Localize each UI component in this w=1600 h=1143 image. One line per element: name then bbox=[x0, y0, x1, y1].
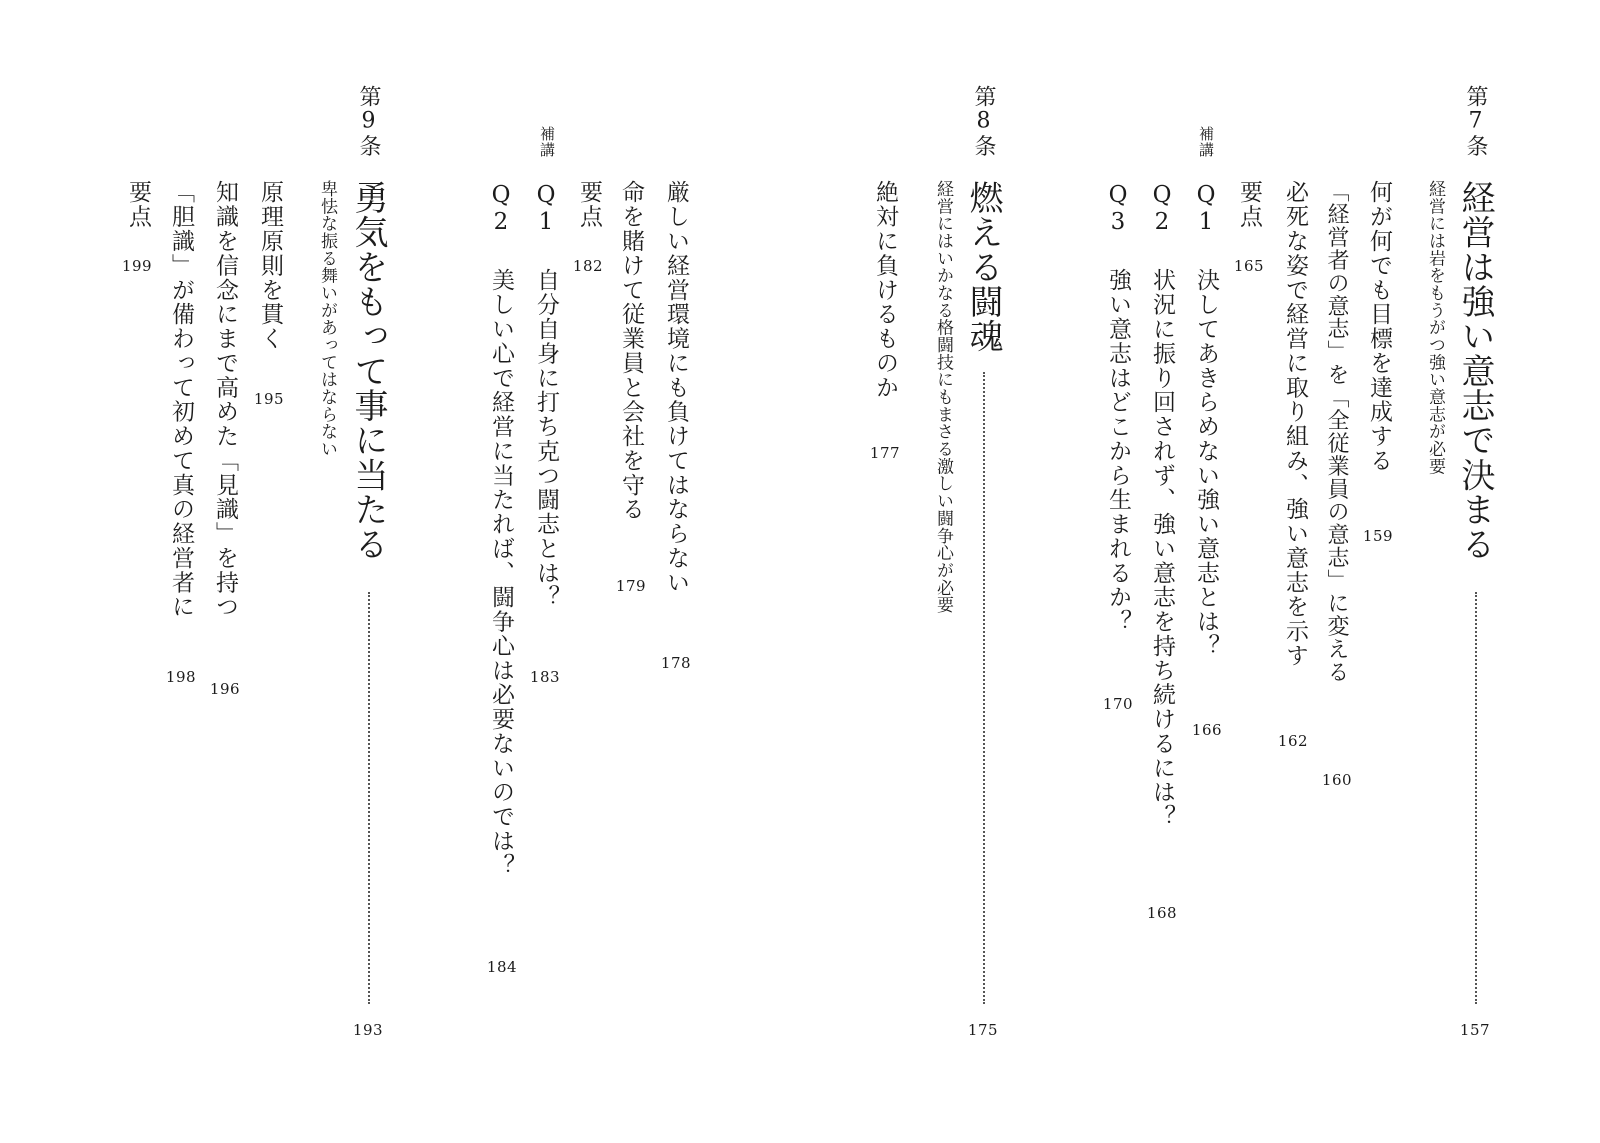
ch9-item-3[interactable]: 「胆識」が備わって初めて真の経営者に bbox=[168, 180, 194, 619]
ch8-item-3-page: 179 bbox=[615, 577, 647, 595]
ch8-q1-page: 183 bbox=[529, 668, 561, 686]
ch8-item-2[interactable]: 厳しい経営環境にも負けてはならない bbox=[663, 180, 689, 595]
chapter-7-title[interactable]: 経営は強い意志で決まる bbox=[1455, 180, 1495, 562]
ch9-item-2[interactable]: 知識を信念にまで高めた「見識」を持つ bbox=[212, 180, 238, 619]
ch8-q2-page: 184 bbox=[486, 958, 518, 976]
ch7-q2-page: 168 bbox=[1146, 904, 1178, 922]
ch7-q3-label: Q3 bbox=[1105, 182, 1131, 236]
ch9-item-2-page: 196 bbox=[209, 680, 241, 698]
chapter-8-title[interactable]: 燃える闘魂 bbox=[963, 180, 1003, 354]
chapter-9-leader-dots bbox=[368, 592, 370, 1004]
ch7-q1[interactable]: 決してあきらめない強い意志とは？ bbox=[1193, 268, 1219, 659]
chapter-8-leader-dots bbox=[983, 372, 985, 1004]
ch9-summary[interactable]: 要点 bbox=[125, 180, 151, 229]
ch8-item-1-page: 177 bbox=[869, 444, 901, 462]
ch7-item-2[interactable]: 「経営者の意志」を「全従業員の意志」に変える bbox=[1324, 180, 1349, 684]
chapter-7-leader-dots bbox=[1475, 592, 1477, 1004]
ch7-item-3-page: 162 bbox=[1277, 732, 1309, 750]
ch8-q2[interactable]: 美しい心で経営に当たれば、闘争心は必要ないのでは？ bbox=[488, 268, 514, 878]
ch7-q3[interactable]: 強い意志はどこから生まれるか？ bbox=[1105, 268, 1131, 634]
ch8-q2-label: Q2 bbox=[488, 182, 514, 236]
ch7-summary-page: 165 bbox=[1233, 257, 1265, 275]
ch8-item-3[interactable]: 命を賭けて従業員と会社を守る bbox=[618, 180, 644, 522]
chapter-8-subtitle: 経営にはいかなる格闘技にもまさる激しい闘争心が必要 bbox=[933, 180, 953, 614]
chapter-7-label: 第7条 bbox=[1463, 85, 1488, 158]
ch7-item-3[interactable]: 必死な姿で経営に取り組み、強い意志を示す bbox=[1282, 180, 1308, 668]
ch8-supplement-label: 補講 bbox=[538, 126, 556, 158]
chapter-9-subtitle: 卑怯な振る舞いがあってはならない bbox=[317, 180, 337, 458]
chapter-8-page: 175 bbox=[967, 1021, 999, 1039]
ch7-supplement-label: 補講 bbox=[1197, 126, 1215, 158]
chapter-9-page: 193 bbox=[352, 1021, 384, 1039]
ch7-q3-page: 170 bbox=[1102, 695, 1134, 713]
ch7-q1-page: 166 bbox=[1191, 721, 1223, 739]
chapter-8-label: 第8条 bbox=[971, 85, 996, 158]
chapter-7-subtitle: 経営には岩をもうがつ強い意志が必要 bbox=[1425, 180, 1445, 475]
ch8-summary[interactable]: 要点 bbox=[576, 180, 602, 229]
chapter-9-label: 第9条 bbox=[356, 85, 381, 158]
ch8-item-2-page: 178 bbox=[660, 654, 692, 672]
ch7-q2[interactable]: 状況に振り回されず、強い意志を持ち続けるには？ bbox=[1149, 268, 1175, 829]
ch7-q2-label: Q2 bbox=[1149, 182, 1175, 236]
ch7-item-2-page: 160 bbox=[1321, 771, 1353, 789]
ch8-q1-label: Q1 bbox=[533, 182, 559, 236]
ch8-summary-page: 182 bbox=[572, 257, 604, 275]
ch7-item-1-page: 159 bbox=[1362, 527, 1394, 545]
ch9-item-3-page: 198 bbox=[165, 668, 197, 686]
ch7-q1-label: Q1 bbox=[1193, 182, 1219, 236]
ch9-summary-page: 199 bbox=[121, 257, 153, 275]
ch9-item-1[interactable]: 原理原則を貫く bbox=[257, 180, 283, 351]
chapter-7-page: 157 bbox=[1459, 1021, 1491, 1039]
chapter-9-title[interactable]: 勇気をもって事に当たる bbox=[348, 180, 388, 562]
ch9-item-1-page: 195 bbox=[253, 390, 285, 408]
ch7-item-1[interactable]: 何が何でも目標を達成する bbox=[1366, 180, 1392, 473]
ch7-summary[interactable]: 要点 bbox=[1236, 180, 1262, 229]
ch8-item-1[interactable]: 絶対に負けるものか bbox=[872, 180, 898, 400]
ch8-q1[interactable]: 自分自身に打ち克つ闘志とは？ bbox=[533, 268, 559, 610]
